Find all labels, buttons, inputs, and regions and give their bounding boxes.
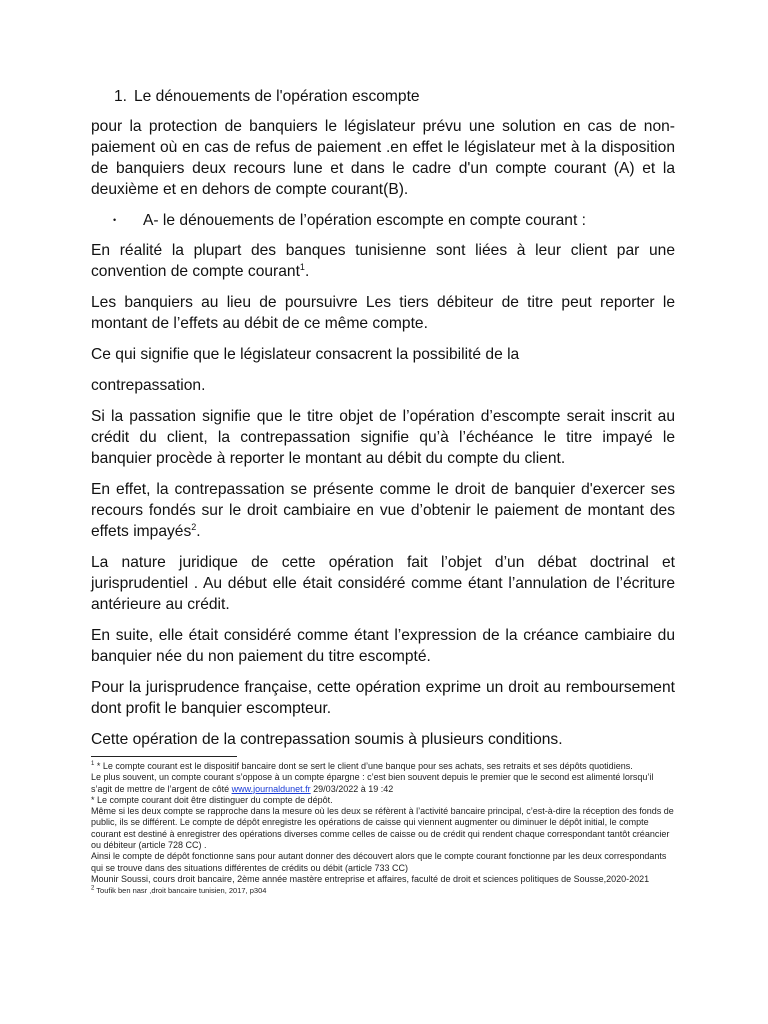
paragraph-suite: En suite, elle était considéré comme étant l’expression de la créance cambiaire du banquier née du non paiement du titre escompté. — [91, 627, 675, 665]
footnote-1-star: * — [96, 761, 101, 771]
bullet-icon: • — [113, 215, 117, 225]
footnote-ref-2[interactable]: 2 — [191, 521, 197, 532]
paragraph-effet — [91, 479, 675, 542]
paragraph-realite-end: . — [304, 263, 310, 280]
footnote-1-link[interactable]: www.journaldunet.fr — [231, 783, 311, 794]
bullet-text: A- le dénouements de l’opération escompte en compte courant : — [143, 212, 586, 229]
paragraph-effet-end: . — [196, 523, 201, 540]
paragraph-signifie: Ce qui signifie que le législateur consacrent la possibilité de la — [91, 346, 520, 363]
paragraph-contrepassation: contrepassation. — [91, 377, 206, 394]
paragraph-jurisprudence: Pour la jurisprudence française, cette opération exprime un droit au remboursement dont profit le banquier escompteur. — [91, 679, 675, 717]
footnote-separator — [91, 756, 237, 757]
footnote-1 — [91, 761, 675, 772]
heading-number: 1. — [114, 88, 128, 105]
footnote-1-source: Mounir Soussi, cours droit bancaire, 2ème année mastère entreprise et affaires, faculté de droit et sciences politiques de Sousse,2020-2021 — [91, 873, 650, 884]
footnote-1-mark: 1 — [91, 761, 95, 767]
paragraph-banquiers: Les banquiers au lieu de poursuivre Les tiers débiteur de titre peut reporter le montant de l’effets au débit de ce même compte. — [91, 294, 675, 332]
footnote-1-ainsi: Ainsi le compte de dépôt fonctionne sans pour autant donner des découvert alors que le compte courant fonctionne par les deux correspondants qui se trouve dans des situations différentes de crédits ou débit (article 733 CC) — [91, 851, 667, 873]
footnote-1-para: Même si les deux compte se rapproche dans la mesure où les deux se réfèrent à l’activité bancaire principal, c’est-à-dire la réception des fonds de public, ils se différent. Le compte de dépôt enregistre les opérations de caisse qui viennent augmenter ou diminuer le dépôt initial, le compte courant est destiné à enregistrer des opérations diverses comme celles de caisse ou de crédit qui rendent chaque correspondant tantôt créancier ou débiteur (article 728 CC) . — [91, 806, 674, 851]
footnote-1-line2 — [91, 772, 675, 795]
footnote-2-mark: 2 — [91, 885, 95, 892]
paragraph-effet-text: En effet, la contrepassation se présente comme le droit de banquier d'exercer ses recours fondés sur le droit cambiaire en vue d’obtenir le paiement de montant des effets impayés — [91, 481, 675, 540]
footnote-ref-1[interactable]: 1 — [299, 261, 305, 272]
heading-text: Le dénouements de l'opération escompte — [134, 88, 420, 105]
footnote-1-line2-text: Le plus souvent, un compte courant s’oppose à un compte épargne : c’est bien souvent depuis le premier que le second est alimenté lorsqu’il s’agit de mettre de l’argent de côté — [91, 772, 654, 794]
paragraph-passation: Si la passation signifie que le titre objet de l’opération d’escompte serait inscrit au crédit du client, la contrepassation signifie qu’à l’échéance le titre impayé le banquier procède à reporter le montant au débit du compte du client. — [91, 408, 675, 467]
footnote-2 — [91, 885, 675, 896]
footnote-1-star2: * Le compte courant doit être distinguer du compte de dépôt. — [91, 794, 333, 805]
paragraph-intro: pour la protection de banquiers le législateur prévu une solution en cas de non-paiement où en cas de refus de paiement .en effet le législateur met à la disposition de banquiers deux recours lune et dans le cadre d'un compte courant (A) et la deuxième et en dehors de compte courant(B). — [91, 118, 675, 198]
bullet-item — [91, 210, 675, 231]
paragraph-realite-text: En réalité la plupart des banques tunisienne sont liées à leur client par une convention de compte courant — [91, 242, 675, 280]
paragraph-conditions: Cette opération de la contrepassation soumis à plusieurs conditions. — [91, 731, 563, 748]
footnote-1-date: 29/03/2022 à 19 :42 — [313, 783, 394, 794]
paragraph-nature: La nature juridique de cette opération fait l’objet d’un débat doctrinal et jurisprudentiel . Au début elle était considéré comme étant l’annulation de l’écriture antérieure au crédit. — [91, 554, 675, 613]
paragraph-realite — [91, 240, 675, 282]
section-heading — [91, 86, 675, 107]
footnote-2-text: Toufik ben nasr ,droit bancaire tunisien, 2017, p304 — [96, 886, 267, 896]
document-page — [91, 86, 675, 897]
footnote-1-text: Le compte courant est le dispositif bancaire dont se sert le client d’une banque pour ses achats, ses retraits et ses dépôts quotidiens. — [102, 761, 633, 771]
